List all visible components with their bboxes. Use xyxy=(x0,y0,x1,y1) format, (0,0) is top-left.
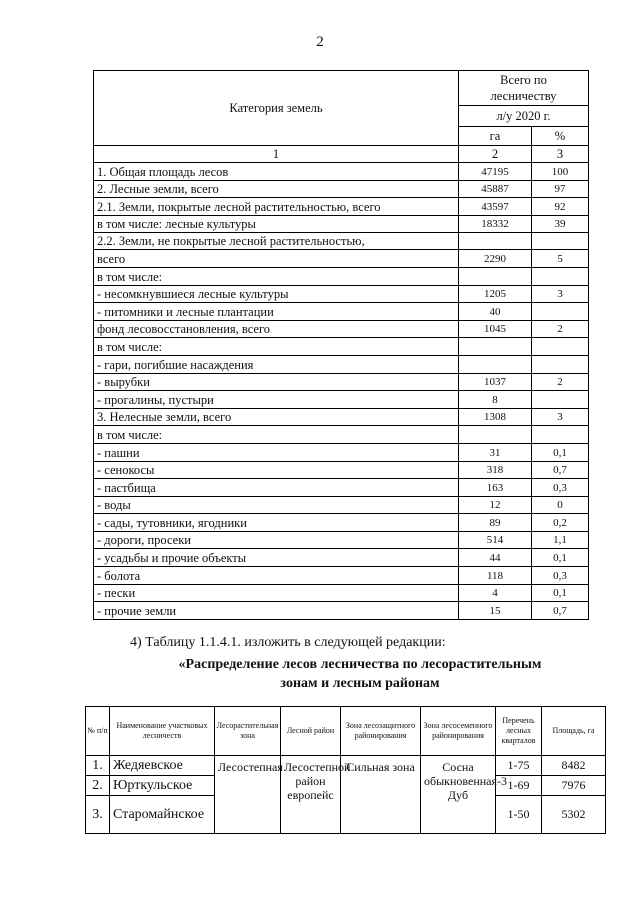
row-number: 2. xyxy=(86,776,110,796)
row-label: - несомкнувшиеся лесные культуры xyxy=(94,285,459,303)
row-number: 1. xyxy=(86,756,110,776)
quarters: 1-75 xyxy=(496,756,542,776)
row-area-ha: 43597 xyxy=(459,198,532,216)
row-percent: 0,1 xyxy=(532,549,589,567)
row-percent: 0,3 xyxy=(532,567,589,585)
row-percent: 5 xyxy=(532,250,589,268)
header-num: № п/п xyxy=(86,707,110,756)
row-label: 2.2. Земли, не покрытые лесной растительностью, xyxy=(94,233,459,250)
area: 8482 xyxy=(542,756,606,776)
row-percent: 100 xyxy=(532,163,589,181)
row-label: - воды xyxy=(94,496,459,514)
row-label: - вырубки xyxy=(94,373,459,391)
row-percent: 3 xyxy=(532,408,589,426)
row-label: 2.1. Земли, покрытые лесной растительностью, всего xyxy=(94,198,459,216)
table-row xyxy=(94,584,589,602)
header-unit-pct: % xyxy=(532,127,589,146)
row-percent xyxy=(532,338,589,356)
forestry-name: Юрткульское xyxy=(110,776,215,796)
row-area-ha: 1045 xyxy=(459,320,532,338)
row-area-ha xyxy=(459,233,532,250)
row-percent: 0,2 xyxy=(532,514,589,532)
row-percent: 2 xyxy=(532,373,589,391)
row-area-ha: 40 xyxy=(459,303,532,321)
row-area-ha: 318 xyxy=(459,461,532,479)
row-label: - прочие земли xyxy=(94,602,459,620)
table-row xyxy=(94,320,589,338)
row-label: - прогалины, пустыри xyxy=(94,391,459,409)
header-area: Площадь, га xyxy=(542,707,606,756)
row-label: в том числе: xyxy=(94,267,459,285)
row-area-ha: 514 xyxy=(459,531,532,549)
row-percent xyxy=(532,391,589,409)
header-seed-zone: Зона лесосеменного районирования xyxy=(421,707,496,756)
table-row xyxy=(94,303,589,321)
row-area-ha: 31 xyxy=(459,443,532,461)
row-area-ha: 1205 xyxy=(459,285,532,303)
row-percent: 92 xyxy=(532,198,589,216)
row-percent xyxy=(532,355,589,373)
col-number-2: 2 xyxy=(459,146,532,163)
row-number: 3. xyxy=(86,796,110,834)
row-area-ha: 8 xyxy=(459,391,532,409)
row-area-ha: 163 xyxy=(459,479,532,497)
row-percent xyxy=(532,233,589,250)
row-area-ha xyxy=(459,426,532,444)
col-number-3: 3 xyxy=(532,146,589,163)
row-area-ha: 12 xyxy=(459,496,532,514)
row-area-ha: 89 xyxy=(459,514,532,532)
row-label: 3. Нелесные земли, всего xyxy=(94,408,459,426)
table-row xyxy=(94,514,589,532)
merged-protection-zone: Сильная зона xyxy=(341,756,421,834)
table-row xyxy=(94,267,589,285)
row-percent: 0,7 xyxy=(532,602,589,620)
row-percent xyxy=(532,267,589,285)
row-label: - болота xyxy=(94,567,459,585)
table-row xyxy=(94,531,589,549)
row-area-ha xyxy=(459,355,532,373)
row-area-ha: 45887 xyxy=(459,180,532,198)
row-label: - пастбища xyxy=(94,479,459,497)
row-percent: 1,1 xyxy=(532,531,589,549)
row-label: - дороги, просеки xyxy=(94,531,459,549)
row-area-ha: 2290 xyxy=(459,250,532,268)
row-area-ha: 44 xyxy=(459,549,532,567)
row-percent: 3 xyxy=(532,285,589,303)
header-district: Лесной район xyxy=(281,707,341,756)
area: 7976 xyxy=(542,776,606,796)
header-unit-ha: га xyxy=(459,127,532,146)
forestry-name: Жедяевское xyxy=(110,756,215,776)
table-row xyxy=(94,215,589,233)
header-protection-zone: Зона лесозащитного районирования xyxy=(341,707,421,756)
row-label: - пашни xyxy=(94,443,459,461)
row-label: 1. Общая площадь лесов xyxy=(94,163,459,181)
row-label: в том числе: xyxy=(94,426,459,444)
area: 5302 xyxy=(542,796,606,834)
table-row xyxy=(94,496,589,514)
table-row xyxy=(94,443,589,461)
table-row xyxy=(94,163,589,181)
table-row xyxy=(94,233,589,250)
row-percent: 0,3 xyxy=(532,479,589,497)
row-area-ha xyxy=(459,267,532,285)
table-row xyxy=(94,355,589,373)
row-label: в том числе: лесные культуры xyxy=(94,215,459,233)
merged-seed-zone: Сосна обыкновенная-3 Дуб xyxy=(421,756,496,834)
page-number: 2 xyxy=(316,34,324,50)
forestry-name: Старомайнское xyxy=(110,796,215,834)
table-row xyxy=(94,567,589,585)
table-row xyxy=(94,285,589,303)
row-area-ha: 47195 xyxy=(459,163,532,181)
instruction-paragraph: 4) Таблицу 1.1.4.1. изложить в следующей редакции: xyxy=(130,635,446,650)
header-total-line1: Всего по xyxy=(500,73,547,87)
header-category: Категория земель xyxy=(94,71,459,146)
row-percent xyxy=(532,426,589,444)
table-title-line2: зонам и лесным районам xyxy=(280,676,440,691)
header-total-line2: лесничеству xyxy=(490,89,557,103)
row-area-ha: 4 xyxy=(459,584,532,602)
header-quarters: Перечень лесных кварталов xyxy=(496,707,542,756)
row-label: - сады, тутовники, ягодники xyxy=(94,514,459,532)
merged-district: Лесостепной район европейс xyxy=(281,756,341,834)
header-total xyxy=(459,71,589,106)
table-row xyxy=(94,391,589,409)
merged-zone: Лесостепная xyxy=(215,756,281,834)
land-category-table xyxy=(93,70,589,620)
row-percent: 0,1 xyxy=(532,584,589,602)
row-percent xyxy=(532,303,589,321)
row-label: - сенокосы xyxy=(94,461,459,479)
header-zone: Лесорастительная зона xyxy=(215,707,281,756)
table-row xyxy=(94,479,589,497)
quarters: 1-69 xyxy=(496,776,542,796)
table-row xyxy=(94,250,589,268)
row-percent: 39 xyxy=(532,215,589,233)
row-label: 2. Лесные земли, всего xyxy=(94,180,459,198)
row-label: - усадьбы и прочие объекты xyxy=(94,549,459,567)
table-row xyxy=(94,373,589,391)
row-area-ha: 18332 xyxy=(459,215,532,233)
row-percent: 0,7 xyxy=(532,461,589,479)
row-label: - питомники и лесные плантации xyxy=(94,303,459,321)
table-title-line1: «Распределение лесов лесничества по лесорастительным xyxy=(178,657,542,672)
row-percent: 0,1 xyxy=(532,443,589,461)
row-label: - гари, погибшие насаждения xyxy=(94,355,459,373)
table-row xyxy=(94,426,589,444)
table-row xyxy=(94,461,589,479)
row-percent: 0 xyxy=(532,496,589,514)
col-number-1: 1 xyxy=(94,146,459,163)
header-name: Наименование участковых лесничеств xyxy=(110,707,215,756)
row-area-ha: 118 xyxy=(459,567,532,585)
table-row xyxy=(94,338,589,356)
table-row xyxy=(94,602,589,620)
row-label: - пески xyxy=(94,584,459,602)
table-title xyxy=(80,655,640,693)
row-area-ha: 1308 xyxy=(459,408,532,426)
row-label: всего xyxy=(94,250,459,268)
row-label: фонд лесовосстановления, всего xyxy=(94,320,459,338)
table-row xyxy=(94,408,589,426)
row-percent: 97 xyxy=(532,180,589,198)
table-row xyxy=(94,180,589,198)
row-percent: 2 xyxy=(532,320,589,338)
forest-zones-table xyxy=(85,706,606,834)
row-area-ha: 1037 xyxy=(459,373,532,391)
row-area-ha: 15 xyxy=(459,602,532,620)
header-period: л/у 2020 г. xyxy=(459,106,589,127)
quarters: 1-50 xyxy=(496,796,542,834)
table-row xyxy=(94,549,589,567)
table-row xyxy=(94,198,589,216)
row-area-ha xyxy=(459,338,532,356)
row-label: в том числе: xyxy=(94,338,459,356)
